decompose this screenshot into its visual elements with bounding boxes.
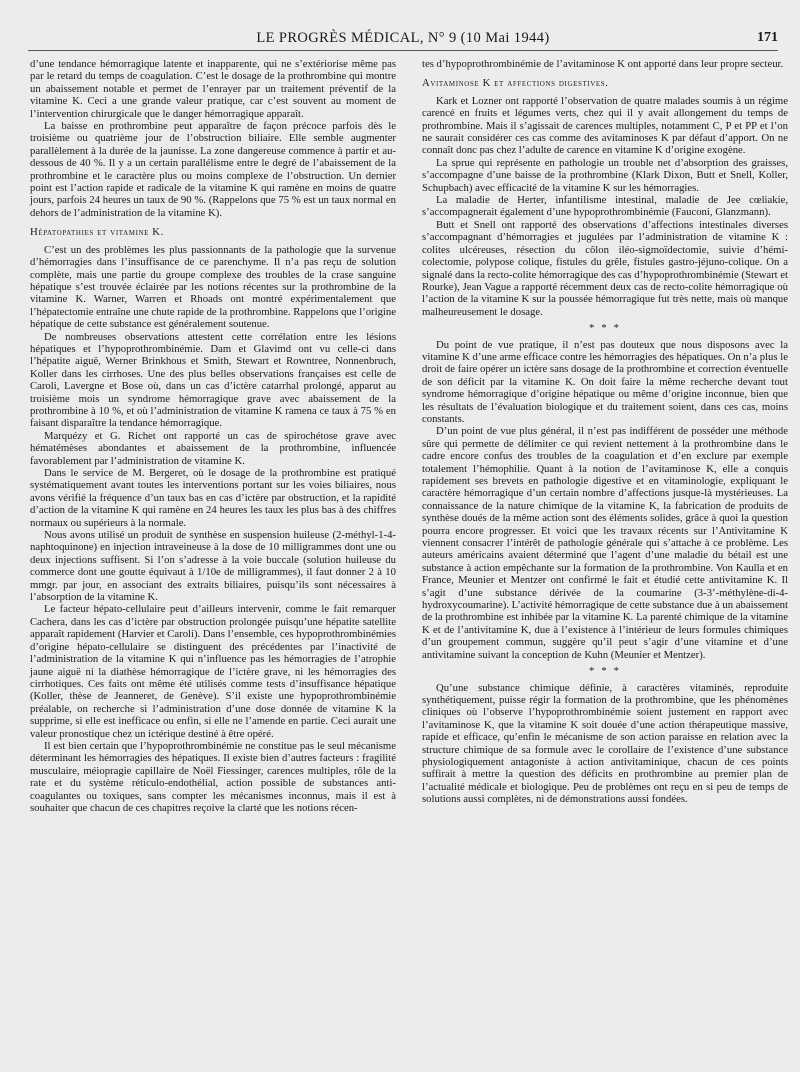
paragraph: Nous avons utilisé un produit de synthèse en suspension huileuse (2-méthyl-1-4-naphtoquinone) en injection intraveineuse à la dose de 10 milligrammes dont une ou deux injections suffisent. Si l’on s’adresse à la voie buccale (solution huileuse du commerce dont une goutte équivaut à 1/10e de milligrammes), il faut donner 2 à 10 mmgr. par jour, en associant des extraits biliaires, puisqu’ils sont nécessaires à l’absorption de la vitamine K. bbox=[30, 529, 396, 604]
paragraph: Dans le service de M. Bergeret, où le dosage de la prothrombine est pratiqué systématiquement avant toutes les interventions portant sur les voies biliaires, nous avons vérifié la fréquence d’un taux bas en cas d’ictère par obstruction, et la rapidité d’action de la vitamine K qui ramène en 24 heures les taux les plus bas à des chiffres normaux ou supérieurs à la normale. bbox=[30, 467, 396, 529]
asterism-divider: * * * bbox=[589, 665, 621, 678]
paragraph: La sprue qui représente en pathologie un trouble net d’absorption des graisses, s’accompagne d’une baisse de la prothrombine (Klark Dixon, Butt et Snell, Koller, Schupbach) avec efficacité de la vitamine K sur les hémorragies. bbox=[422, 156, 788, 194]
left-column bbox=[30, 58, 396, 814]
paragraph: Kark et Lozner ont rapporté l’observation de quatre malades soumis à un régime carencé en fruits et légumes verts, chez qui il y avait allongement du temps de prothrombine. Mais il s’agissait de carences multiples, notamment C, P et PP et l’on ne saurait considérer ces cas comme des avitaminoses K par défaut d’apport. On ne connaît donc pas chez l’adulte de carence en vitamine K d’origine exogène. bbox=[422, 94, 788, 157]
paragraph: Il est bien certain que l’hypoprothrombinémie ne constitue pas le seul mécanisme déterminant les hémorragies des hépatiques. Il existe bien d’autres facteurs : fragilité musculaire, méiopragie capillaire de Noël Fiessinger, carences multiples, rôle de la rate et du système réticulo-endothélial, action possible de substances anti-coagulantes ou toxiques, sans compter les mécanismes inconnus, mais il est à souhaiter que chacun de ces chapitres reçoive la clarté que les notions récen- bbox=[30, 739, 396, 814]
paragraph: tes d’hypoprothrombinémie de l’avitaminose K ont apporté dans leur propre secteur. bbox=[422, 58, 784, 70]
paragraph: Marquézy et G. Richet ont rapporté un cas de spirochétose grave avec hématémèses abondantes et abaissement de la prothrombine, influencée favorablement par l’administration de vitamine K. bbox=[30, 429, 396, 467]
paragraph: La baisse en prothrombine peut apparaître de façon précoce parfois dès le troisième ou quatrième jour de l’obstruction biliaire. Elle semble augmenter parallèlement à la durée de la jaunisse. La zone dangereuse commence à partir et au-dessous de 40 %. Il y a un certain parallélisme entre le degré de l’abaissement de la prothrombine et le caractère plus ou moins complexe de l’obstruction. Un dernier point est l’action rapide et radicale de la vitamine K qui ramène en moins de quatre jours, parfois 24 heures un taux de 90 %. (Rappelons que 75 % est un taux normal en dehors de l’administration de la vitamine K). bbox=[30, 120, 396, 219]
paragraph: C’est un des problèmes les plus passionnants de la pathologie que la survenue d’hémorragies dans l’insuffisance de ce parenchyme. Il n’a pas reçu de solution complète, mais une partie du groupe complexe des troubles de la crase sanguine hépatique s’est trouvée éclairée par les notions récentes sur la prothrombine de la vitamine K. Warner, Warren et Rhoads ont montré expérimentalement que l’hépatectomie entraîne une chute rapide de la prothrombine. Rappelons que l’origine hépatique de cette substance est généralement soutenue. bbox=[30, 243, 396, 331]
paragraph: Qu’une substance chimique définie, à caractères vitaminés, reproduite synthétiquement, puisse régir la formation de la prothrombine, que les phénomènes cliniques où l’observe l’hypoprothrombinémie soient justement en rapport avec l’avitaminose K, que la vitamine K soit douée d’une action thérapeutique massive, rapide et efficace, qu’enfin le mécanisme de son action paraisse en relation avec la structure chimique de sa formule avec le corollaire de l’existence d’une substance physiologiquement antagoniste à action antivitaminique, chacun de ces points suffirait à mettre la question des déficits en prothrombine au premier plan de l’actualité médicale et biologique. Peu de problèmes ont reçu en si peu de temps de solutions aussi complètes, ni de démonstrations aussi fondées. bbox=[422, 681, 788, 806]
section-heading: Avitaminose K et affections digestives. bbox=[422, 77, 609, 90]
paragraph: Le facteur hépato-cellulaire peut d’ailleurs intervenir, comme le fait remarquer Cachera, dans les cas d’ictère par obstruction prolongée puisqu’une hépatite satellite apparaît rapidement (Harvier et Caroli). Dans l’ensemble, ces hypoprothrombinémies d’origine hépato-cellulaire se distinguent des précédentes par l’inactivité de l’administration de la vitamine K qui n’influence pas les hémorragies de l’atrophie jaune aiguë ni la diathèse hémorragique de l’ictère grave, ni les hémorragies des cirrhotiques. Ces faits ont même été utilisés comme tests d’insuffisance hépatique (Koller, thèse de Jeanneret, de Genève). S’il existe une hypoprothrombinémie préalable, on recherche si l’administration d’une dose donnée de vitamine K la supprime, si elle est inefficace ou enfin, si elle ne l’amende en partie. Ceci aurait une valeur pronostique chez un ictérique destiné à être opéré. bbox=[30, 603, 396, 740]
journal-title: LE PROGRÈS MÉDICAL, N° 9 (10 Mai 1944) bbox=[256, 30, 550, 46]
paragraph: La maladie de Herter, infantilisme intestinal, maladie de Jee cœliakie, s’accompagnerait également d’une hypoprothrombinémie (Fauconi, Glanzmann). bbox=[422, 194, 788, 219]
page-number: 171 bbox=[757, 30, 778, 45]
paragraph: De nombreuses observations attestent cette corrélation entre les lésions hépatiques et l’hypoprothrombinémie. Dam et Glavimd ont vu celle-ci dans l’hépatite aiguë, Werner Brinkhous et Smith, Stewart et Rowntree, Nonnenbruch, Koller dans les cirrhoses. Une des plus belles observations françaises est celle de Caroli, Lavergne et Bose où, dans un cas d’ictère catarrhal prolongé, apparut au troisième mois un syndrome hémorragique grave avec abaissement de la prothrombine à 10 %, et où l’administration de vitamine K ramena ce taux à 75 % en faisant disparaître la tendance hémorragique. bbox=[30, 330, 396, 430]
section-heading: Hépatopathies et vitamine K. bbox=[30, 226, 164, 239]
paragraph: Du point de vue pratique, il n’est pas douteux que nous disposons avec la vitamine K d’une arme efficace contre les hémorragies des hépatiques. On n’a plus le droit de faire opérer un ictère sans dosage de la prothrombine et correction éventuelle de son déficit par la vitamine K. On doit faire la même recherche devant tout syndrome hémorragique d’origine hépatique ou même d’origine inconnue, bien que les résultats de l’évaluation biologique et du traitement soient, dans ces cas, moins constants. bbox=[422, 338, 788, 425]
asterism-divider: * * * bbox=[589, 322, 621, 335]
right-column bbox=[422, 58, 788, 806]
paragraph: d’une tendance hémorragique latente et inapparente, qui ne s’extériorise même pas par le retard du temps de coagulation. C’est le dosage de la prothrombine qui montre un abaissement notable et permet de l’enrayer par un traitement préventif de la vitamine K. Ceci a une grande valeur pratique, car c’est souvent au moment de l’intervention chirurgicale que le danger hémorragique apparaît. bbox=[30, 58, 396, 120]
running-header bbox=[28, 28, 778, 51]
paragraph: D’un point de vue plus général, il n’est pas indifférent de posséder une méthode sûre qui permette de délimiter ce qui revient nettement à la prothrombine dans le cadre encore confus des troubles de la coagulation et d’en exclure par exemple totalement l’hémophilie. Quant à la notion de l’avitaminose K, elle a conquis rapidement ses brevets en pathologie digestive et en vitaminologie, expliquant le caractère hémorragique d’un certain nombre d’affections jusque-là mystérieuses. La connaissance de la nature chimique de la vitamine K, la fabrication de produits de synthèse doués de la même action sont des éléments solides, grâce à quoi la question pourra encore progresser. Et voici que les travaux récents sur l’Antivitamine K viennent consacrer l’intérêt de pathologie générale qui s’attache à ce problème. Les auteurs américains avaient déterminé que l’agent d’une maladie du bétail est une substance à action empêchante sur la formation de la prothrombine. Von Kaulla et en France, Meunier et Mentzer ont confirmé le fait et étudié cette antivitamine K. Il s’agit d’une substance dérivée de la coumarine (3-3’-méthylène-di-4-hydroxycoumarine). L’activité hémorragique de cette substance due à un abaissement de la prothrombine est inhibée par la vitamine K. La parenté chimique de la vitamine K et de l’antivitamine K, due à l’existence à l’intérieur de leurs formules chimiques d’un groupement commun, suggère qu’il peut s’agir d’une vitamine et d’une antivitamine suivant la conception de Kuhn (Meunier et Mentzer). bbox=[422, 425, 788, 661]
paragraph: Butt et Snell ont rapporté des observations d’affections intestinales diverses s’accompagnant d’hémorragies et jugulées par l’administration de vitamine K : colites ulcéreuses, résection du côlon iléo-sigmoïdectomie, suivie d’hémi-colectomie, polypose colique, fistules du grêle, fistules gastro-jéjuno-colique. On a signalé dans la recto-colite hémorragique des cas d’hypoprothrombinémie (Stewart et Rourke), Jean Vague a rapporté récemment deux cas de recto-colite hémorragique où l’action de la vitamine K sur la poussée hémorragique fut très nette, mais où manque malheureusement le dosage. bbox=[422, 218, 788, 318]
